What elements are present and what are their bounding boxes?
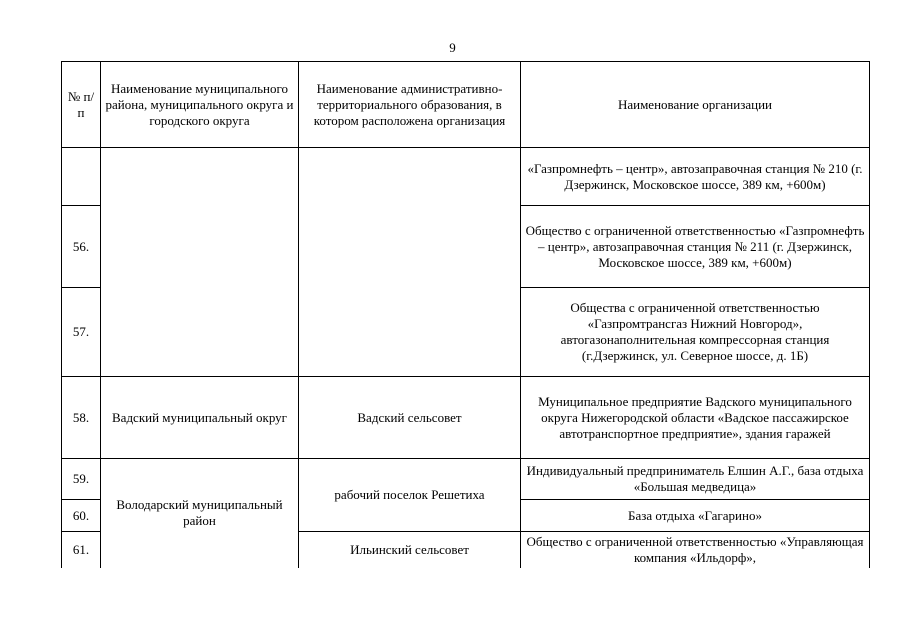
row-num: 57. [62,288,101,377]
row-num: 58. [62,377,101,459]
row-admin: Вадский сельсовет [299,377,521,459]
organizations-table [61,61,870,568]
row-num: 56. [62,206,101,288]
table-row [62,148,870,206]
row-org: Индивидуальный предприниматель Елшин А.Г., база отдыха «Большая медведица» [521,459,870,500]
row-org: База отдыха «Гагарино» [521,500,870,532]
table-row [62,459,870,500]
row-district: Вадский муниципальный округ [101,377,299,459]
row-num: 61. [62,532,101,568]
table-row [62,377,870,459]
header-num: № п/п [62,62,101,148]
row-org: Муниципальное предприятие Вадского муниципального округа Нижегородской области «Вадское пассажирское автотранспортное предприятие», здания гаражей [521,377,870,459]
row-num: 60. [62,500,101,532]
row-admin: рабочий поселок Решетиха [299,459,521,532]
row-admin-empty [299,148,521,377]
row-org: Общества с ограниченной ответственностью «Газпромтрансгаз Нижний Новгород», автогазонаполнительная компрессорная станция (г.Дзержинск, ул. Северное шоссе, д. 1Б) [521,288,870,377]
row-num: 59. [62,459,101,500]
header-admin: Наименование административно-территориального образования, в котором расположена организация [299,62,521,148]
row-district-empty [101,148,299,377]
page-number: 9 [449,40,456,55]
row-admin: Ильинский сельсовет [299,532,521,568]
row-org: «Газпромнефть – центр», автозаправочная станция № 210 (г. Дзержинск, Московское шоссе, 389 км, +600м) [521,148,870,206]
row-district: Володарский муниципальный район [101,459,299,568]
row-num [62,148,101,206]
row-org: Общество с ограниченной ответственностью «Газпромнефть – центр», автозаправочная станция № 211 (г. Дзержинск, Московское шоссе, 389 км, +600м) [521,206,870,288]
row-org: Общество с ограниченной ответственностью «Управляющая компания «Ильдорф», [521,532,870,568]
table-header-row [62,62,870,148]
header-district: Наименование муниципального района, муниципального округа и городского округа [101,62,299,148]
header-org: Наименование организации [521,62,870,148]
